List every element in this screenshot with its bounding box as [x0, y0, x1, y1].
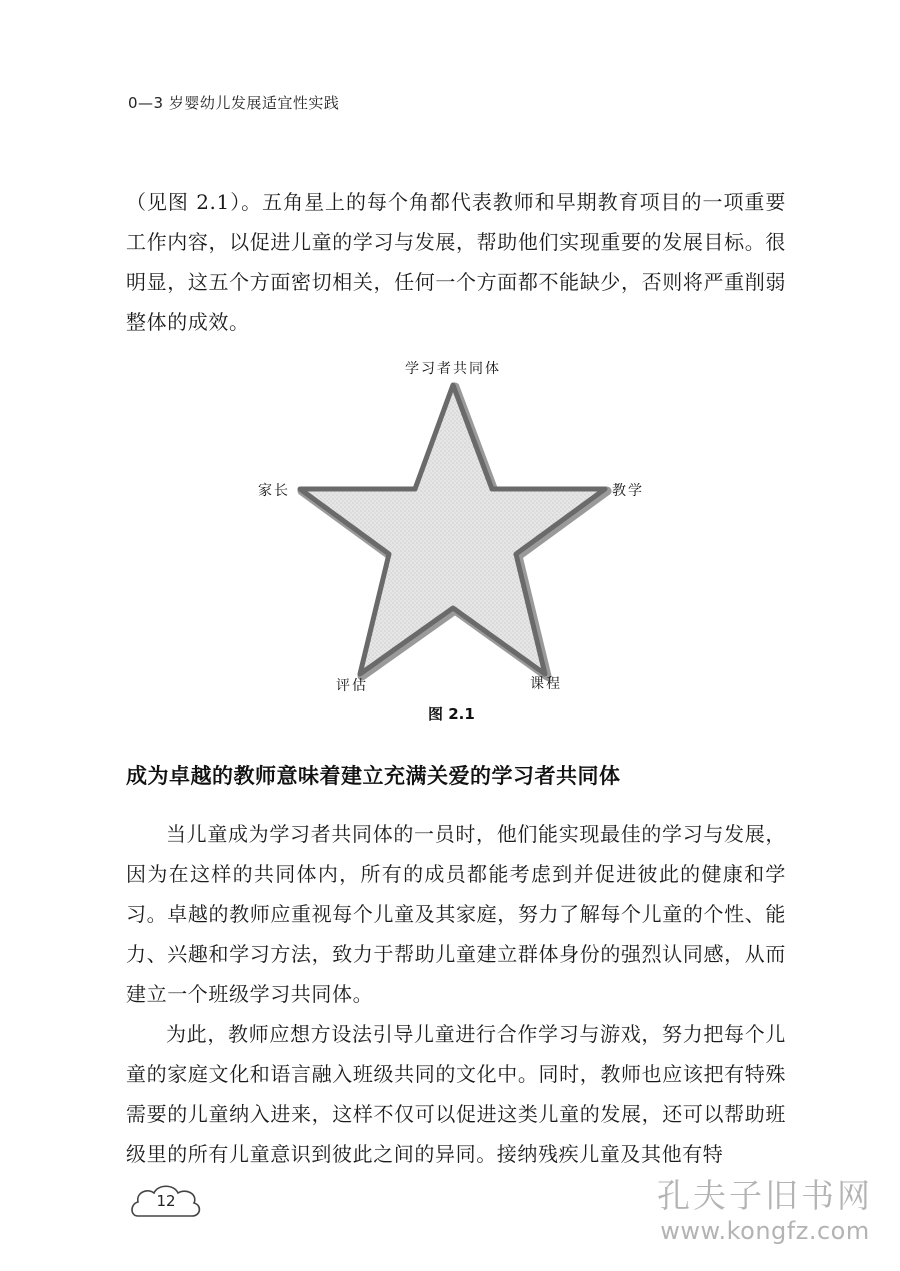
watermark [640, 1176, 890, 1246]
intro-paragraph: （见图 2.1）。五角星上的每个角都代表教师和早期教育项目的一项重要工作内容，以促进儿童的学习与发展，帮助他们实现重要的发展目标。很明显，这五个方面密切相关，任何一个方面都不能缺少，否则将严重削弱整体的成效。 [126, 190, 786, 334]
section-heading: 成为卓越的教师意味着建立充满关爱的学习者共同体 [126, 764, 621, 788]
star-label-teaching: 教学 [612, 483, 644, 499]
watermark-url: www.kongfz.com [660, 1217, 870, 1245]
figure-caption: 图 2.1 [428, 705, 475, 723]
star-icon [240, 350, 680, 750]
star-label-curriculum: 课程 [530, 676, 562, 692]
running-head: 0—3 岁婴幼儿发展适宜性实践 [128, 94, 340, 112]
star-label-assessment: 评估 [336, 678, 368, 694]
watermark-title: 孔夫子旧书网 [657, 1176, 873, 1215]
figure-star-diagram [240, 350, 680, 750]
body-paragraph-1: 当儿童成为学习者共同体的一员时，他们能实现最佳的学习与发展，因为在这样的共同体内，所有的成员都能考虑到并促进彼此的健康和学习。卓越的教师应重视每个儿童及其家庭，努力了解每个儿童的个性、能力、兴趣和学习方法，致力于帮助儿童建立群体身份的强烈认同感，从而建立一个班级学习共同体。 [126, 822, 786, 1006]
page-number: 12 [156, 1192, 176, 1210]
star-label-parents: 家长 [258, 483, 290, 499]
star-label-learning-community: 学习者共同体 [405, 361, 501, 377]
page-number-badge [128, 1180, 204, 1224]
body-paragraph-2: 为此，教师应想方设法引导儿童进行合作学习与游戏，努力把每个儿童的家庭文化和语言融入班级共同的文化中。同时，教师也应该把有特殊需要的儿童纳入进来，这样不仅可以促进这类儿童的发展，还可以帮助班级里的所有儿童意识到彼此之间的异同。接纳残疾儿童及其他有特 [126, 1022, 786, 1166]
